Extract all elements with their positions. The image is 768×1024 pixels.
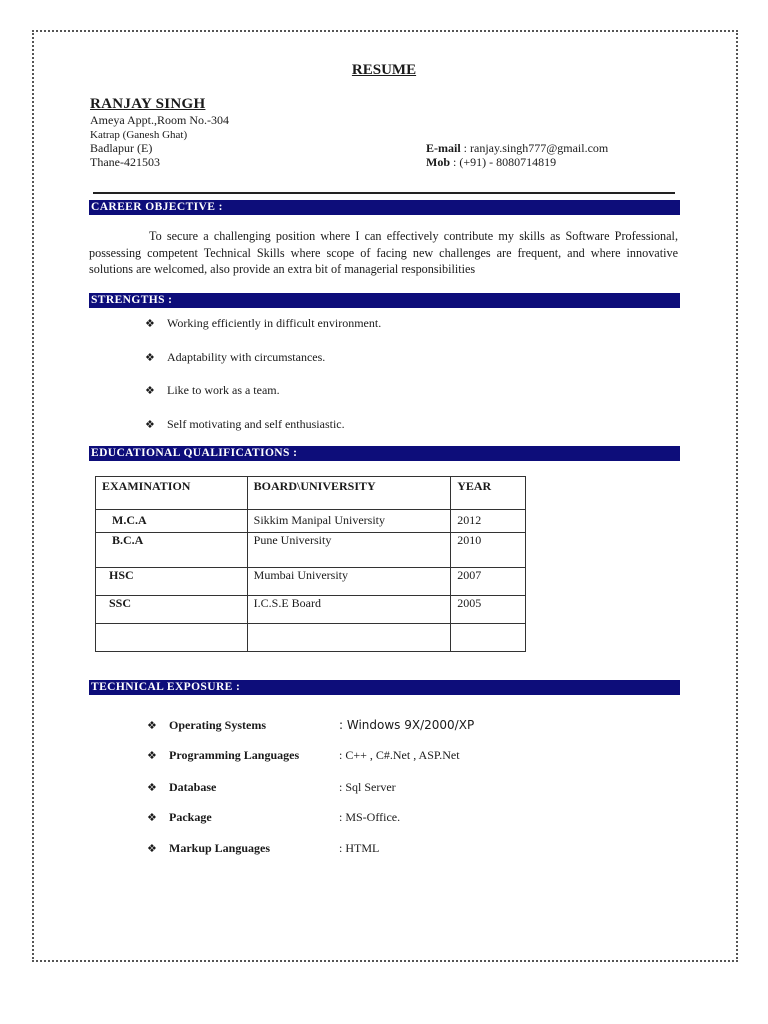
email-value: : ranjay.singh777@gmail.com <box>460 141 609 155</box>
tech-item: ❖ Package : MS-Office. <box>147 810 401 824</box>
diamond-bullet-icon: ❖ <box>147 719 157 732</box>
address-line-3: Badlapur (E) <box>90 141 153 155</box>
diamond-bullet-icon: ❖ <box>147 781 157 794</box>
diamond-bullet-icon: ❖ <box>145 418 155 431</box>
mobile-label: Mob <box>426 155 450 169</box>
strength-item: ❖ Self motivating and self enthusiastic. <box>145 417 345 431</box>
candidate-name: RANJAY SINGH <box>90 96 206 112</box>
email-label: E-mail <box>426 141 461 155</box>
table-row: HSC Mumbai University 2007 <box>96 568 526 596</box>
tech-item: ❖ Markup Languages : HTML <box>147 841 380 855</box>
table-row: SSC I.C.S.E Board 2005 <box>96 596 526 624</box>
section-career-objective: CAREER OBJECTIVE : <box>89 200 680 215</box>
diamond-bullet-icon: ❖ <box>145 317 155 330</box>
diamond-bullet-icon: ❖ <box>145 384 155 397</box>
strength-item: ❖ Like to work as a team. <box>145 383 280 397</box>
career-objective-text <box>89 228 678 278</box>
header-divider <box>93 192 675 194</box>
education-table <box>95 476 526 652</box>
section-technical-exposure: TECHNICAL EXPOSURE : <box>89 680 680 695</box>
table-row: B.C.A Pune University 2010 <box>96 533 526 568</box>
column-header: BOARD\UNIVERSITY <box>247 477 451 510</box>
strength-item: ❖ Adaptability with circumstances. <box>145 350 326 364</box>
address-line-2: Katrap (Ganesh Ghat) <box>90 129 188 141</box>
tech-item: ❖ Database : Sql Server <box>147 780 396 794</box>
section-education: EDUCATIONAL QUALIFICATIONS : <box>89 446 680 461</box>
address-line-4: Thane-421503 <box>90 155 160 169</box>
tech-item: ❖ Programming Languages : C++ , C#.Net , ASP.Net <box>147 748 460 762</box>
objective-paragraph: To secure a challenging position where I can effectively contribute my skills as Software Professional, possessing competent Technical Skills where scope of facing new challenges are frequent, and where innovative solutions are welcomed, also provide an extra bit of managerial responsibilities <box>89 229 678 276</box>
table-row <box>96 624 526 652</box>
mobile-row <box>426 155 556 170</box>
diamond-bullet-icon: ❖ <box>147 749 157 762</box>
table-header-row <box>96 477 526 510</box>
diamond-bullet-icon: ❖ <box>145 351 155 364</box>
mobile-value: : (+91) - 8080714819 <box>450 155 557 169</box>
resume-title: RESUME <box>351 62 417 78</box>
table-row: M.C.A Sikkim Manipal University 2012 <box>96 510 526 533</box>
diamond-bullet-icon: ❖ <box>147 842 157 855</box>
section-strengths: STRENGTHS : <box>89 293 680 308</box>
column-header: EXAMINATION <box>96 477 248 510</box>
tech-item: ❖ Operating Systems : Windows 9X/2000/XP <box>147 718 475 732</box>
diamond-bullet-icon: ❖ <box>147 811 157 824</box>
strength-item: ❖ Working efficiently in difficult environment. <box>145 316 382 330</box>
email-row <box>426 141 608 156</box>
address-line-1: Ameya Appt.,Room No.-304 <box>90 113 229 127</box>
column-header: YEAR <box>451 477 526 510</box>
